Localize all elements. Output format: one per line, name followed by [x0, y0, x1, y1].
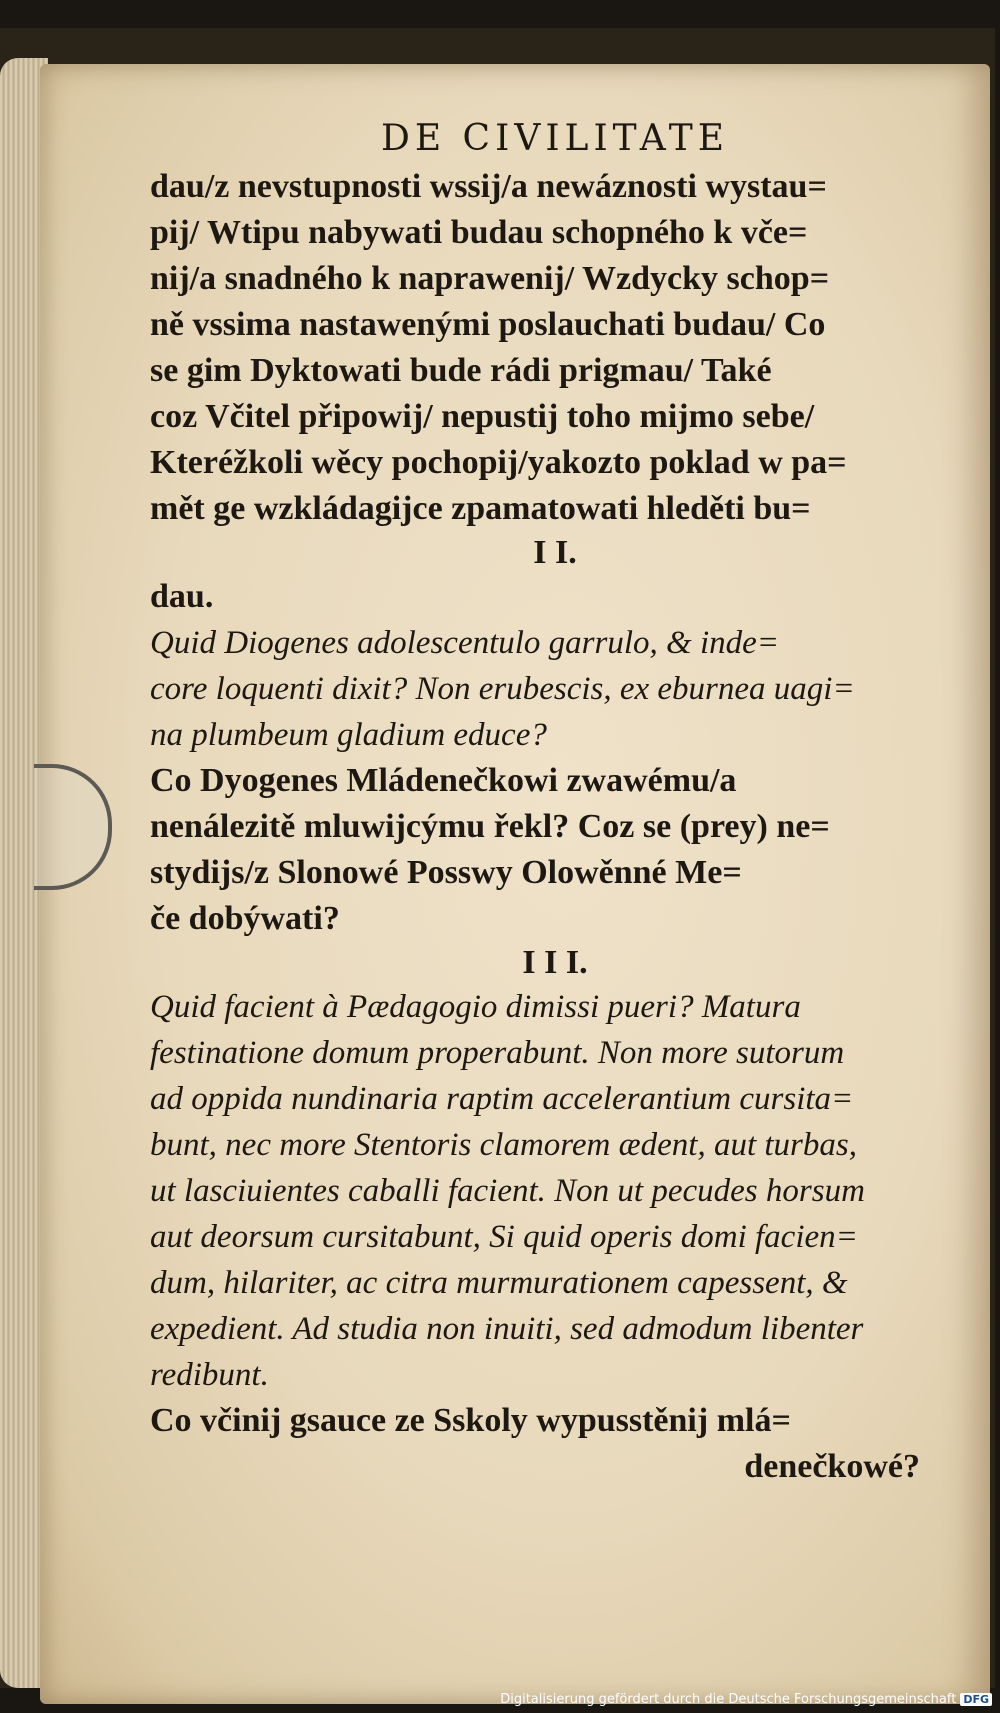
text-line: Kteréžkoli wěcy pochopij/yakozto poklad w pa=: [150, 444, 847, 481]
czech-question: [150, 1398, 940, 1490]
dfg-logo: DFG: [960, 1693, 992, 1706]
latin-question: [150, 984, 940, 1398]
czech-paragraph: [150, 164, 940, 532]
credit-text: Digitalisierung gefördert durch die Deutsche Forschungsgemeinschaft: [500, 1692, 957, 1707]
text-line: pij/ Wtipu nabywati budau schopného k vče=: [150, 214, 808, 251]
text-line: dau.: [150, 578, 214, 615]
text-line: redibunt.: [150, 1357, 269, 1393]
text-line: na plumbeum gladium educe?: [150, 717, 547, 753]
text-line: če dobýwati?: [150, 900, 340, 937]
text-line: dum, hilariter, ac citra murmurationem capessent, &: [150, 1265, 848, 1301]
text-line: ut lasciuientes caballi facient. Non ut pecudes horsum: [150, 1173, 865, 1209]
text-line: se gim Dyktowati bude rádi prigmau/ Také: [150, 352, 772, 389]
czech-question: [150, 758, 940, 942]
text-line: mět ge wzkládagijce zpamatowati hleděti bu=: [150, 490, 811, 527]
text-line: denečkowé?: [744, 1448, 920, 1485]
page-text: [150, 118, 940, 1490]
text-line: Co včinij gsauce ze Sskoly wypusstěnij mlá=: [150, 1402, 791, 1439]
text-line: coz Včitel připowij/ nepustij toho mijmo sebe/: [150, 398, 815, 435]
running-header: DE CIVILITATE: [380, 118, 730, 159]
section-number: I I I.: [522, 944, 588, 981]
text-line: Co Dyogenes Mládenečkowi zwawému/a: [150, 762, 737, 799]
latin-question: [150, 620, 940, 758]
digitization-credit: [500, 1692, 992, 1707]
text-line: aut deorsum cursitabunt, Si quid operis domi facien=: [150, 1219, 858, 1255]
text-line: nij/a snadného k naprawenij/ Wzdycky schop=: [150, 260, 830, 297]
text-line: expedient. Ad studia non inuiti, sed admodum libenter: [150, 1311, 864, 1347]
text-line: ad oppida nundinaria raptim accelerantium cursita=: [150, 1081, 854, 1117]
text-line: ně vssima nastawenými poslauchati budau/ Co: [150, 306, 826, 343]
text-line: festinatione domum properabunt. Non more sutorum: [150, 1035, 845, 1071]
text-line: Quid Diogenes adolescentulo garrulo, & inde=: [150, 625, 780, 661]
text-line: nenálezitě mluwijcýmu řekl? Coz se (prey) ne=: [150, 808, 830, 845]
text-line: core loquenti dixit? Non erubescis, ex eburnea uagi=: [150, 671, 855, 707]
section-number: I I.: [533, 534, 577, 571]
text-line: Quid facient à Pædagogio dimissi pueri? Matura: [150, 989, 801, 1025]
text-line: dau/z nevstupnosti wssij/a newáznosti wystau=: [150, 168, 827, 205]
text-line: bunt, nec more Stentoris clamorem ædent, aut turbas,: [150, 1127, 857, 1163]
paper-clip-icon: [34, 764, 112, 890]
text-line: stydijs/z Slonowé Posswy Olowěnné Me=: [150, 854, 742, 891]
